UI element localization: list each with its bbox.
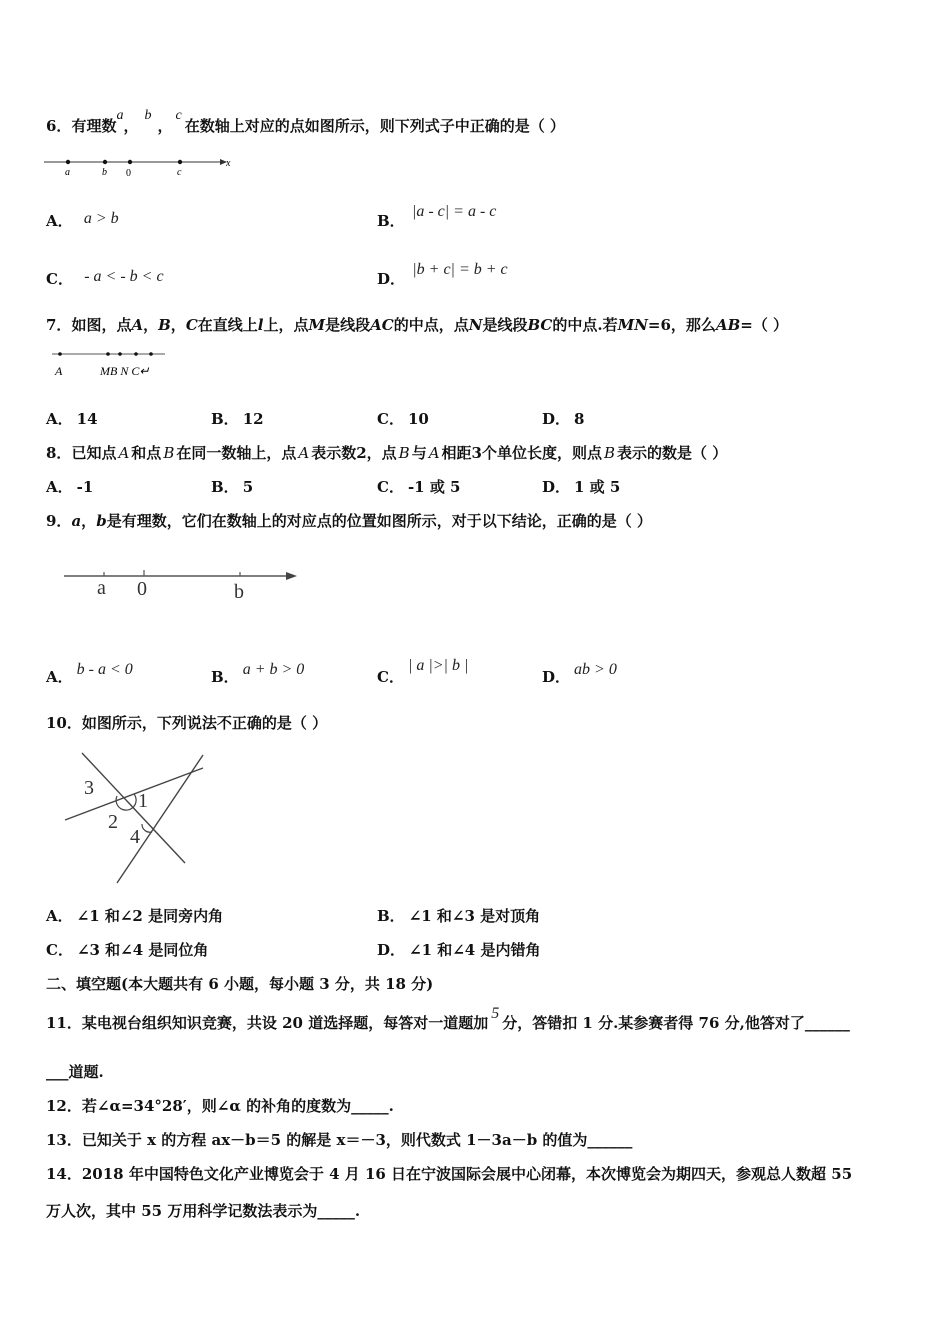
- q10-angle-label-2: 2: [108, 811, 118, 833]
- q8-var: A: [298, 444, 310, 462]
- q7-text: 如图，点: [71, 316, 132, 334]
- q8-var: B: [398, 444, 410, 462]
- q9-var: a: [71, 512, 82, 530]
- q7-line-figure: [50, 348, 175, 382]
- q6-axis-label-c: c: [177, 167, 182, 178]
- q7-point-m: [106, 352, 110, 356]
- option-letter: D．: [542, 668, 571, 686]
- q10-option-b[interactable]: [377, 905, 540, 926]
- q6-point-b: [103, 160, 107, 164]
- option-letter: A．: [46, 668, 73, 686]
- q11-text: 分，答错扣 1 分.某参赛者得 76 分,他答对了______: [502, 1014, 850, 1032]
- q7-text: =（ ）: [740, 316, 789, 334]
- q7-text: ，: [170, 316, 186, 334]
- q11-answer-line[interactable]: ___道题.: [46, 1063, 104, 1081]
- question-9: [46, 510, 652, 531]
- q10-number: 10．: [46, 714, 82, 732]
- q6-option-b[interactable]: [377, 203, 497, 231]
- q8-number: 8．: [46, 444, 72, 462]
- q7-var: BC: [527, 316, 553, 334]
- option-text: ∠3 和∠4 是同位角: [76, 941, 209, 959]
- q9-text: 是有理数，它们在数轴上的对应点的位置如图所示，对于以下结论，正确的是（ ）: [106, 512, 652, 530]
- q9-axis-label-a: a: [97, 577, 106, 599]
- q6-point-a: [66, 160, 70, 164]
- q10-option-a[interactable]: [46, 905, 223, 926]
- q6-axis-label-b: b: [102, 167, 107, 178]
- q10-text: 如图所示，下列说法不正确的是（ ）: [81, 714, 328, 732]
- section-2-title: 二、填空题(本大题共有 6 小题，每小题 3 分，共 18 分): [46, 975, 434, 993]
- option-expr: b - a < 0: [76, 661, 133, 678]
- q8-var: A: [118, 444, 130, 462]
- question-13: [46, 1129, 632, 1150]
- q8-var: B: [604, 444, 616, 462]
- option-letter: A．: [46, 212, 73, 230]
- q7-var: A: [131, 316, 144, 334]
- option-text: ∠1 和∠3 是对顶角: [408, 907, 541, 925]
- q13-number: 13．: [46, 1131, 82, 1149]
- q7-text: 上，点: [263, 316, 309, 334]
- option-expr: |a - c| = a - c: [411, 203, 497, 220]
- q11-text: 某电视台组织知识竞赛，共设 20 道选择题，每答对一道题加: [81, 1014, 489, 1032]
- q6-var-c: c: [175, 108, 182, 123]
- option-expr: - a < - b < c: [84, 268, 164, 285]
- q10-angle-label-4: 4: [130, 826, 140, 848]
- option-letter: B．: [377, 212, 405, 230]
- q9-axis-label-b: b: [234, 581, 244, 603]
- q10-option-c[interactable]: [46, 939, 208, 960]
- q6-number-line: [44, 152, 244, 178]
- option-value: -1 或 5: [407, 478, 461, 496]
- question-6: [46, 108, 565, 136]
- q7-option-a[interactable]: [46, 408, 98, 429]
- question-14-line-2: 万人次，其中 55 万用科学记数法表示为_____.: [46, 1202, 361, 1220]
- option-value: 12: [242, 410, 264, 428]
- q7-number: 7．: [46, 316, 72, 334]
- question-12: [46, 1095, 394, 1116]
- option-letter: A．: [46, 907, 73, 925]
- q7-point-b: [118, 352, 122, 356]
- q9-option-b[interactable]: [211, 661, 305, 687]
- q6-option-d[interactable]: [377, 261, 508, 289]
- question-8: [46, 442, 727, 463]
- option-letter: C．: [377, 668, 404, 686]
- option-letter: C．: [46, 941, 73, 959]
- option-expr: | a |>| b |: [407, 657, 469, 674]
- option-letter: D．: [377, 941, 406, 959]
- q6-number: 6．: [46, 117, 72, 135]
- q8-var: B: [163, 444, 175, 462]
- q8-text: 已知点: [71, 444, 117, 462]
- q10-angle-label-3: 3: [84, 777, 94, 799]
- q6-sep: ，: [157, 117, 173, 135]
- option-expr: |b + c| = b + c: [412, 261, 508, 278]
- q9-var: b: [96, 512, 107, 530]
- q7-var: C: [185, 316, 198, 334]
- q7-option-d[interactable]: [542, 408, 584, 429]
- option-letter: C．: [46, 270, 73, 288]
- q14-number: 14．: [46, 1165, 82, 1183]
- q9-option-d[interactable]: [542, 661, 617, 687]
- q7-point-c: [149, 352, 153, 356]
- q12-text: 若∠α=34°28′，则∠α 的补角的度数为_____.: [81, 1097, 394, 1115]
- q7-var: MN: [617, 316, 648, 334]
- option-text: ∠1 和∠4 是内错角: [409, 941, 541, 959]
- option-expr: a > b: [83, 210, 119, 227]
- q7-var: AC: [370, 316, 394, 334]
- question-7: [46, 314, 788, 335]
- q8-text: 在同一数轴上，点: [176, 444, 297, 462]
- q6-axis-label-0: 0: [126, 168, 131, 179]
- option-letter: D．: [377, 270, 406, 288]
- option-letter: A．: [46, 478, 73, 496]
- option-letter: D．: [542, 410, 571, 428]
- q8-text: 相距3个单位长度，则点: [441, 444, 602, 462]
- q7-text: =6，那么: [647, 316, 716, 334]
- q7-point-a: [58, 352, 62, 356]
- q8-text: 与: [411, 444, 427, 462]
- q8-var: A: [428, 444, 440, 462]
- q7-var: AB: [715, 316, 741, 334]
- q7-var: B: [158, 316, 171, 334]
- q9-axis-label-0: 0: [137, 578, 147, 600]
- option-value: -1: [76, 478, 94, 496]
- q6-var-a: a: [116, 108, 124, 123]
- option-letter: B．: [211, 668, 239, 686]
- q7-option-c[interactable]: [377, 408, 429, 429]
- question-11: [46, 1005, 850, 1033]
- q11-five: 5: [491, 1005, 500, 1022]
- q7-point-n: [134, 352, 138, 356]
- q8-option-c[interactable]: [377, 476, 461, 497]
- q6-text-pre: 有理数: [71, 117, 117, 135]
- option-letter: A．: [46, 410, 73, 428]
- q6-point-c: [178, 160, 182, 164]
- option-expr: ab > 0: [574, 661, 617, 678]
- option-value: 8: [574, 410, 585, 428]
- option-letter: B．: [377, 907, 405, 925]
- q9-option-c[interactable]: [377, 657, 469, 687]
- q6-option-c[interactable]: [46, 268, 164, 289]
- option-letter: D．: [542, 478, 571, 496]
- q6-point-0: [128, 160, 132, 164]
- q7-var: N: [468, 316, 483, 334]
- q8-text: 表示的数是（ ）: [617, 444, 728, 462]
- q7-option-b[interactable]: [211, 408, 264, 429]
- question-10: [46, 712, 327, 733]
- q6-axis-label-a: a: [65, 167, 70, 178]
- q10-angle-label-1: 1: [138, 790, 148, 812]
- q7-label-rest: MB N C↵: [100, 364, 150, 378]
- q9-text: ，: [81, 512, 97, 530]
- option-text: ∠1 和∠2 是同旁内角: [76, 907, 224, 925]
- q8-option-b[interactable]: [211, 476, 253, 497]
- option-letter: B．: [211, 478, 239, 496]
- option-letter: C．: [377, 478, 404, 496]
- q14-text: 2018 年中国特色文化产业博览会于 4 月 16 日在宁波国际会展中心闭幕，本次博览会为期四天，参观总人数超 55: [81, 1165, 853, 1183]
- option-letter: B．: [211, 410, 239, 428]
- option-expr: a + b > 0: [242, 661, 305, 678]
- q9-number: 9．: [46, 512, 72, 530]
- q7-text: 是线段: [325, 316, 371, 334]
- q11-number: 11．: [46, 1014, 82, 1032]
- q7-text: 在直线上: [197, 316, 258, 334]
- q6-text-post: 在数轴上对应的点如图所示，则下列式子中正确的是（ ）: [184, 117, 565, 135]
- q8-text: 和点: [131, 444, 162, 462]
- q8-option-a[interactable]: [46, 476, 93, 497]
- q12-number: 12．: [46, 1097, 82, 1115]
- question-14: [46, 1163, 852, 1184]
- option-letter: C．: [377, 410, 404, 428]
- q7-var: M: [308, 316, 326, 334]
- q10-angle-figure: [60, 748, 220, 888]
- q6-axis-label-x: x: [226, 158, 231, 169]
- q9-number-line: [62, 562, 302, 606]
- q6-sep: ，: [123, 117, 139, 135]
- q8-option-d[interactable]: [542, 476, 620, 497]
- option-value: 14: [76, 410, 98, 428]
- option-value: 10: [407, 410, 429, 428]
- q9-option-a[interactable]: [46, 661, 133, 687]
- q6-var-b: b: [144, 108, 152, 123]
- option-value: 1 或 5: [574, 478, 621, 496]
- q7-text: ，: [143, 316, 159, 334]
- q8-text: 表示数2，点: [311, 444, 397, 462]
- q10-option-d[interactable]: [377, 939, 540, 960]
- q6-option-a[interactable]: [46, 210, 119, 231]
- option-value: 5: [242, 478, 254, 496]
- q7-label-a: A: [55, 364, 63, 378]
- q13-text: 已知关于 x 的方程 ax－b＝5 的解是 x＝－3，则代数式 1－3a－b 的值为______: [81, 1131, 633, 1149]
- q7-text: 的中点.若: [552, 316, 618, 334]
- q7-text: 是线段: [482, 316, 528, 334]
- q7-var: l: [257, 316, 264, 334]
- q7-text: 的中点，点: [393, 316, 469, 334]
